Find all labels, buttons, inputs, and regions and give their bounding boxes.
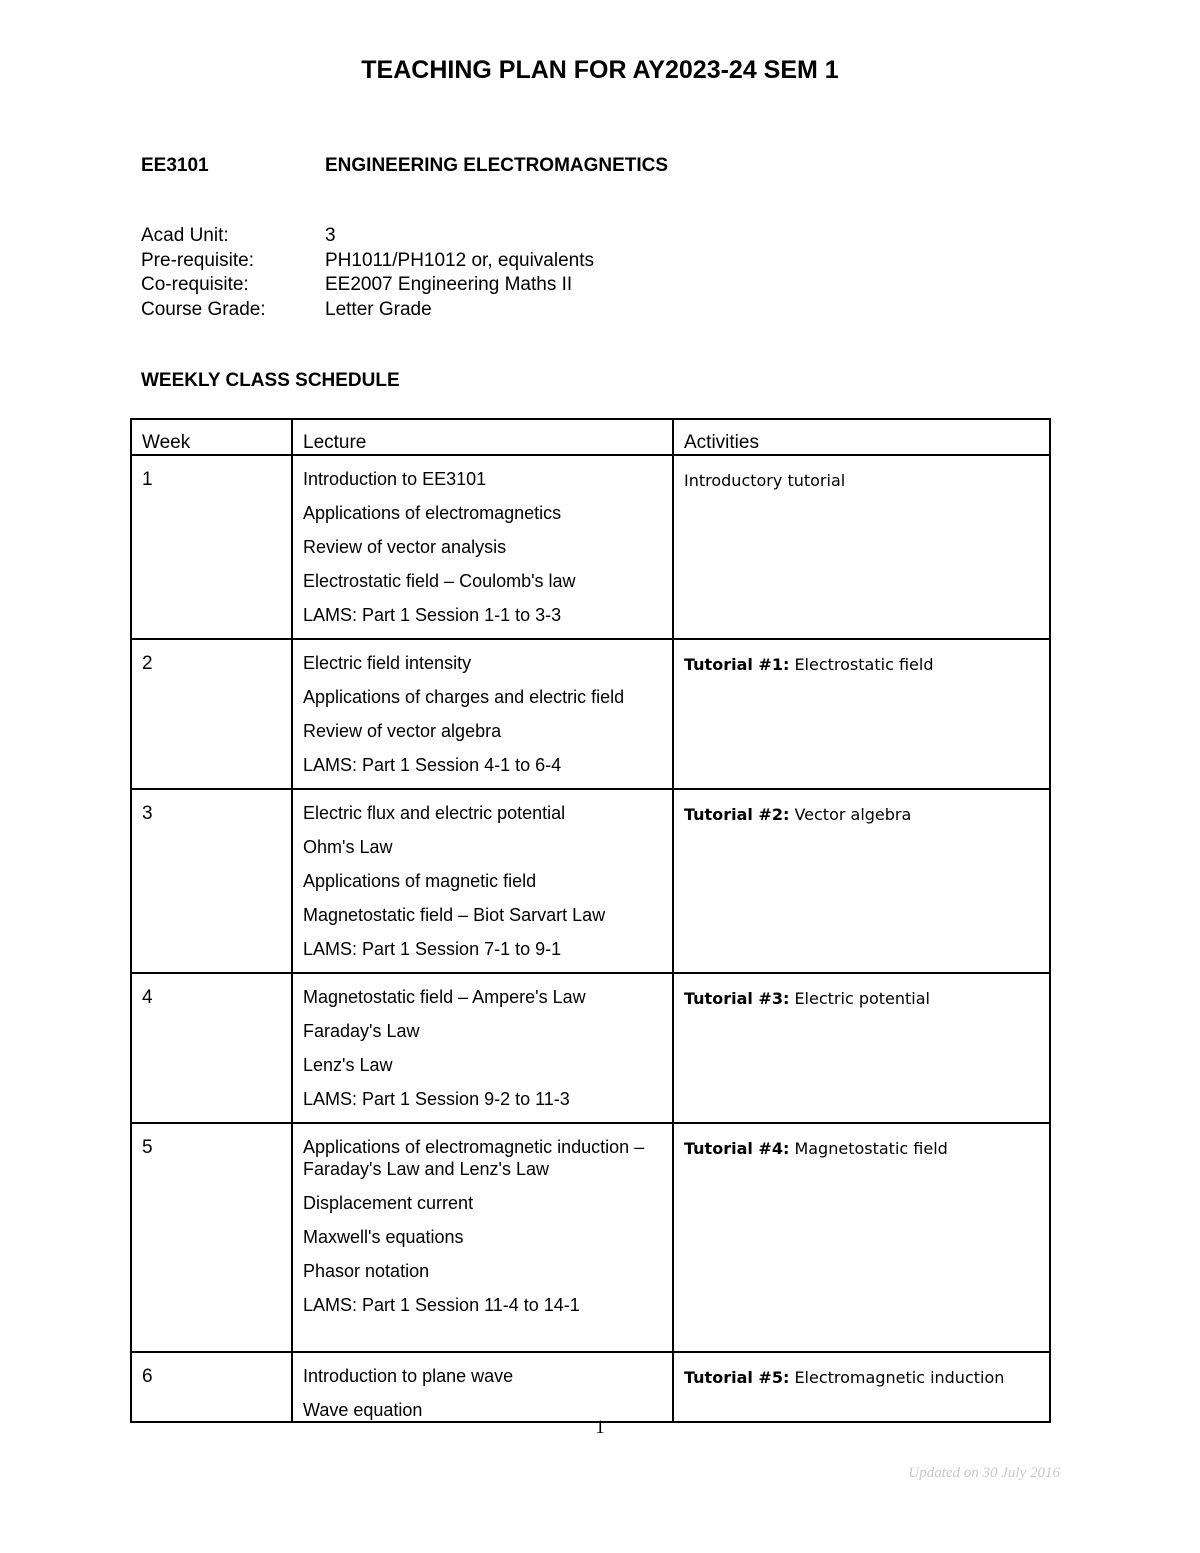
lecture-item: LAMS: Part 1 Session 9-2 to 11-3 xyxy=(303,1089,570,1109)
table-row xyxy=(131,1123,1050,1352)
weekly-schedule-table xyxy=(130,418,1051,1423)
activity-cell xyxy=(673,1123,1050,1352)
footer-note: Updated on 30 July 2016 xyxy=(908,1465,1060,1481)
activity-text: Magnetostatic field xyxy=(789,1139,948,1158)
lecture-item: LAMS: Part 1 Session 11-4 to 14-1 xyxy=(303,1295,580,1315)
table-header-row xyxy=(131,419,1050,455)
info-label: Acad Unit: xyxy=(141,225,229,246)
activity-text: Electric potential xyxy=(789,989,930,1008)
activity-cell xyxy=(673,1352,1050,1422)
table-row xyxy=(131,789,1050,973)
lecture-item: Maxwell's equations xyxy=(303,1227,464,1247)
lecture-item: Magnetostatic field – Biot Sarvart Law xyxy=(303,905,606,925)
course-info xyxy=(141,224,594,322)
table-row xyxy=(131,973,1050,1123)
lecture-item: Applications of electromagnetics xyxy=(303,503,562,523)
activity-prefix: Tutorial #2: xyxy=(684,805,790,824)
lecture-cell xyxy=(292,1123,673,1352)
info-label: Pre-requisite: xyxy=(141,249,254,271)
activity-text: Introductory tutorial xyxy=(684,471,846,490)
header-week: Week xyxy=(131,419,292,455)
activity-cell xyxy=(673,789,1050,973)
activity-prefix: Tutorial #1: xyxy=(684,655,790,674)
lecture-item: Applications of charges and electric field xyxy=(303,687,625,707)
week-number: 2 xyxy=(131,639,292,789)
info-row-course-grade xyxy=(141,298,594,323)
info-label: Co-requisite: xyxy=(141,274,249,295)
lecture-item: Wave equation xyxy=(303,1400,423,1420)
lecture-item: Electric flux and electric potential xyxy=(303,803,566,823)
header-lecture: Lecture xyxy=(292,419,673,455)
info-row-acad-unit xyxy=(141,224,594,249)
info-row-co-requisite xyxy=(141,273,594,298)
lecture-item: Phasor notation xyxy=(303,1261,430,1281)
table-row xyxy=(131,1352,1050,1422)
lecture-item: LAMS: Part 1 Session 1-1 to 3-3 xyxy=(303,605,562,625)
week-number: 5 xyxy=(131,1123,292,1352)
lecture-item: Faraday's Law xyxy=(303,1021,420,1041)
schedule-heading: WEEKLY CLASS SCHEDULE xyxy=(141,370,400,391)
page-title: TEACHING PLAN FOR AY2023-24 SEM 1 xyxy=(361,56,839,84)
lecture-item: Electric field intensity xyxy=(303,653,472,673)
activity-text: Vector algebra xyxy=(789,805,912,824)
lecture-cell xyxy=(292,455,673,639)
page-number: 1 xyxy=(595,1417,605,1438)
lecture-cell xyxy=(292,789,673,973)
lecture-cell xyxy=(292,1352,673,1422)
course-name: ENGINEERING ELECTROMAGNETICS xyxy=(325,155,669,176)
lecture-item: Magnetostatic field – Ampere's Law xyxy=(303,987,586,1007)
activity-cell xyxy=(673,455,1050,639)
info-value: EE2007 Engineering Maths II xyxy=(325,274,573,295)
lecture-item: LAMS: Part 1 Session 4-1 to 6-4 xyxy=(303,755,562,775)
activity-text: Electrostatic field xyxy=(789,655,934,674)
lecture-item: Review of vector analysis xyxy=(303,537,507,557)
info-label: Course Grade: xyxy=(141,298,266,320)
lecture-item: Displacement current xyxy=(303,1193,474,1213)
activity-prefix: Tutorial #4: xyxy=(684,1139,790,1158)
week-number: 4 xyxy=(131,973,292,1123)
lecture-cell xyxy=(292,973,673,1123)
info-value: 3 xyxy=(325,225,336,246)
activity-cell xyxy=(673,639,1050,789)
activity-text: Electromagnetic induction xyxy=(789,1368,1005,1387)
header-activities: Activities xyxy=(673,419,1050,455)
activity-cell xyxy=(673,973,1050,1123)
info-value: PH1011/PH1012 or, equivalents xyxy=(325,249,594,271)
lecture-item: Ohm's Law xyxy=(303,837,393,857)
course-code: EE3101 xyxy=(141,155,209,176)
lecture-item: Applications of electromagnetic induction – Faraday's Law and Lenz's Law xyxy=(303,1137,645,1179)
lecture-item: Applications of magnetic field xyxy=(303,871,537,891)
table-row xyxy=(131,455,1050,639)
lecture-item: Review of vector algebra xyxy=(303,721,502,741)
info-value: Letter Grade xyxy=(325,298,432,320)
week-number: 1 xyxy=(131,455,292,639)
table-row xyxy=(131,639,1050,789)
lecture-item: Lenz's Law xyxy=(303,1055,393,1075)
week-number: 6 xyxy=(131,1352,292,1422)
activity-prefix: Tutorial #3: xyxy=(684,989,790,1008)
lecture-cell xyxy=(292,639,673,789)
lecture-item: LAMS: Part 1 Session 7-1 to 9-1 xyxy=(303,939,562,959)
week-number: 3 xyxy=(131,789,292,973)
lecture-item: Introduction to plane wave xyxy=(303,1366,514,1386)
lecture-item: Electrostatic field – Coulomb's law xyxy=(303,571,576,591)
activity-prefix: Tutorial #5: xyxy=(684,1368,790,1387)
info-row-pre-requisite xyxy=(141,249,594,274)
lecture-item: Introduction to EE3101 xyxy=(303,469,487,489)
